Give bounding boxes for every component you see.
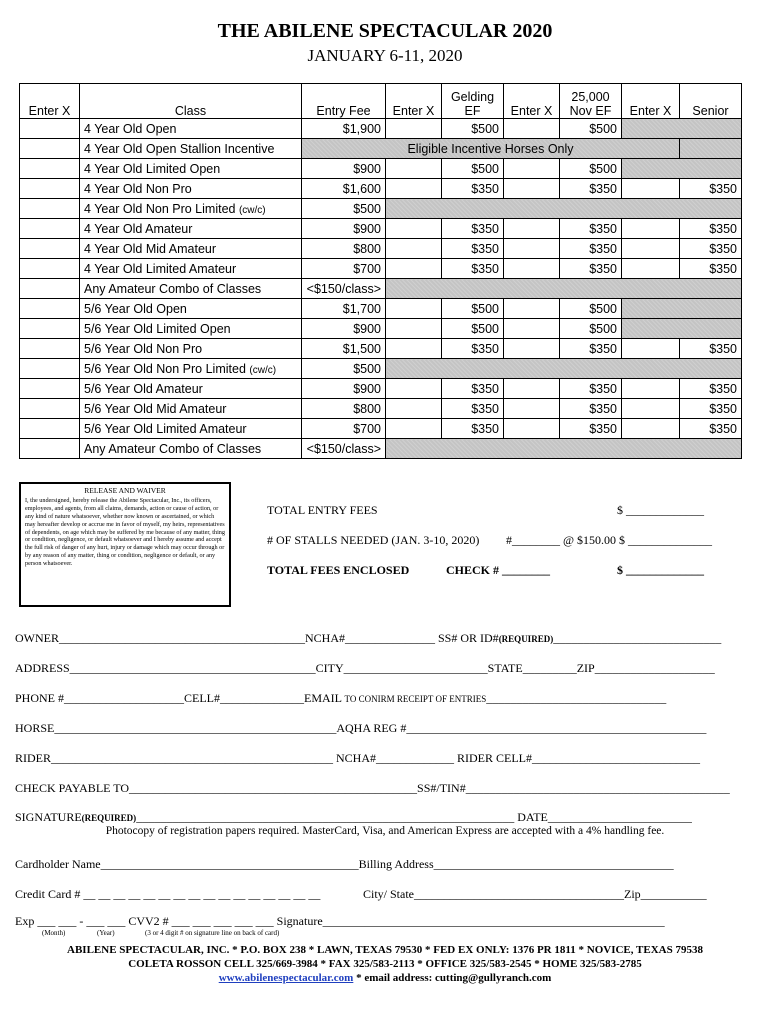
table-row xyxy=(20,279,742,299)
gelding-ef-fee: $500 xyxy=(442,119,504,139)
nov-ef-fee: $350 xyxy=(560,399,622,419)
nov-ef-fee: $350 xyxy=(560,239,622,259)
enter-x-senior[interactable] xyxy=(622,259,680,279)
enter-x-gelding[interactable] xyxy=(386,419,442,439)
enter-x-checkbox[interactable] xyxy=(20,299,80,319)
class-name: 4 Year Old Amateur xyxy=(80,219,302,239)
senior-fee: $350 xyxy=(680,179,742,199)
gelding-ef-fee: $350 xyxy=(442,379,504,399)
enter-x-checkbox[interactable] xyxy=(20,239,80,259)
waiver-body: I, the undersigned, hereby release the Abilene Spectacular, Inc., its officers, employees, and agents, from all claims, demands, action or cause of action, or any kind of nature whatsoever, whether now known or ascertained, or which may hereafter develop or accrue me in favor of myself, my heirs, representatives of dependents, on age which may be suffered by me because of any matter, thing or condition, negligence, or default whatsoever and I hereby assume and accept the full risk of danger of any hurt, injury or damage which may occur through or by any reason of any matter, thing or condition, negligence or default, or any person whatsoever. xyxy=(25,496,225,568)
enter-x-checkbox[interactable] xyxy=(20,279,80,299)
entry-fee: $800 xyxy=(302,399,386,419)
nov-ef-fee: $350 xyxy=(560,339,622,359)
table-row xyxy=(20,419,742,439)
cardholder-field[interactable]: Cardholder Name___________________________________________Billing Address________________________________________ xyxy=(15,857,674,871)
signature-field[interactable]: SIGNATURE(REQUIRED)_______________________________________________________________ DATE________________________ xyxy=(15,810,692,824)
footer-address: ABILENE SPECTACULAR, INC. * P.O. BOX 238 * LAWN, TEXAS 79530 * FED EX ONLY: 1376 PR 1811 * NOVICE, TEXAS 79538 xyxy=(67,944,703,956)
header-enter-x: Enter X xyxy=(386,84,442,119)
enter-x-checkbox[interactable] xyxy=(20,399,80,419)
incentive-note: Eligible Incentive Horses Only xyxy=(302,139,680,159)
enter-x-gelding[interactable] xyxy=(386,159,442,179)
enter-x-senior[interactable] xyxy=(622,339,680,359)
enter-x-senior[interactable] xyxy=(622,179,680,199)
class-name: 5/6 Year Old Non Pro xyxy=(80,339,302,359)
gelding-ef-fee: $350 xyxy=(442,399,504,419)
header-gelding-ef: Gelding EF xyxy=(442,84,504,119)
enter-x-nov[interactable] xyxy=(504,419,560,439)
entry-fee: $900 xyxy=(302,159,386,179)
class-name: 5/6 Year Old Mid Amateur xyxy=(80,399,302,419)
senior-fee: $350 xyxy=(680,379,742,399)
enter-x-nov[interactable] xyxy=(504,179,560,199)
enter-x-nov[interactable] xyxy=(504,379,560,399)
gelding-ef-fee: $500 xyxy=(442,319,504,339)
check-number-field[interactable]: CHECK # ________ xyxy=(446,563,551,577)
table-row xyxy=(20,399,742,419)
senior-disabled-cell xyxy=(622,299,742,319)
gelding-ef-fee: $350 xyxy=(442,339,504,359)
nov-ef-fee: $500 xyxy=(560,319,622,339)
gelding-ef-fee: $500 xyxy=(442,159,504,179)
table-row xyxy=(20,439,742,459)
senior-disabled-cell xyxy=(622,319,742,339)
enter-x-senior[interactable] xyxy=(622,239,680,259)
entry-fee: $1,700 xyxy=(302,299,386,319)
enter-x-senior[interactable] xyxy=(622,219,680,239)
total-fees-enclosed-field[interactable]: $ _____________ xyxy=(617,563,704,577)
class-name: 4 Year Old Limited Open xyxy=(80,159,302,179)
total-entry-fees-label: TOTAL ENTRY FEES xyxy=(267,503,378,517)
senior-fee: $350 xyxy=(680,339,742,359)
class-name: 4 Year Old Non Pro Limited (cw/c) xyxy=(80,199,302,219)
gelding-ef-fee: $350 xyxy=(442,239,504,259)
enter-x-checkbox[interactable] xyxy=(20,219,80,239)
disabled-cells xyxy=(386,279,742,299)
header-enter-x: Enter X xyxy=(504,84,560,119)
enter-x-gelding[interactable] xyxy=(386,399,442,419)
table-row xyxy=(20,179,742,199)
enter-x-gelding[interactable] xyxy=(386,319,442,339)
event-dates: JANUARY 6-11, 2020 xyxy=(307,46,463,65)
nov-ef-fee: $500 xyxy=(560,119,622,139)
enter-x-senior[interactable] xyxy=(622,379,680,399)
enter-x-checkbox[interactable] xyxy=(20,199,80,219)
enter-x-gelding[interactable] xyxy=(386,339,442,359)
header-class: Class xyxy=(80,84,302,119)
enter-x-nov[interactable] xyxy=(504,259,560,279)
senior-fee: $350 xyxy=(680,419,742,439)
phone-field[interactable]: PHONE #____________________CELL#______________EMAIL TO CONIRM RECEIPT OF ENTRIES______________________________ xyxy=(15,691,667,705)
credit-card-field[interactable]: Credit Card # __ __ __ __ __ __ __ __ __ __ __ __ __ __ __ __ xyxy=(15,887,321,901)
gelding-ef-fee: $500 xyxy=(442,299,504,319)
enter-x-checkbox[interactable] xyxy=(20,119,80,139)
total-fees-enclosed-label: TOTAL FEES ENCLOSED xyxy=(267,563,410,577)
class-name: 5/6 Year Old Limited Amateur xyxy=(80,419,302,439)
nov-ef-fee: $350 xyxy=(560,379,622,399)
header-enter-x: Enter X xyxy=(622,84,680,119)
senior-fee: $350 xyxy=(680,239,742,259)
owner-field[interactable]: OWNER_________________________________________NCHA#_______________ SS# OR ID#(REQUIRED)____________________________ xyxy=(15,631,722,645)
entry-fee: $500 xyxy=(302,199,386,219)
enter-x-nov[interactable] xyxy=(504,159,560,179)
enter-x-gelding[interactable] xyxy=(386,299,442,319)
exp-cvv-signature-field[interactable]: Exp ___ ___ - ___ ___ CVV2 # ___ ___ ___ ___ ___ Signature_________________________________________________________ xyxy=(15,914,665,928)
entry-fee: $900 xyxy=(302,319,386,339)
table-row xyxy=(20,119,742,139)
photocopy-note: Photocopy of registration papers required. MasterCard, Visa, and American Express are accepted with a 4% handling fee. xyxy=(105,825,665,837)
nov-ef-fee: $350 xyxy=(560,419,622,439)
enter-x-nov[interactable] xyxy=(504,319,560,339)
enter-x-senior[interactable] xyxy=(622,419,680,439)
class-name: 5/6 Year Old Open xyxy=(80,299,302,319)
gelding-ef-fee: $350 xyxy=(442,179,504,199)
enter-x-checkbox[interactable] xyxy=(20,139,80,159)
footer-phones: COLETA ROSSON CELL 325/669-3984 * FAX 325/583-2113 * OFFICE 325/583-2545 * HOME 325/583-2785 xyxy=(128,958,642,970)
entry-fee: $800 xyxy=(302,239,386,259)
entry-fee: $1,900 xyxy=(302,119,386,139)
enter-x-senior[interactable] xyxy=(622,399,680,419)
horse-field[interactable]: HORSE_______________________________________________AQHA REG #__________________________________________________ xyxy=(15,721,707,735)
check-payable-field[interactable]: CHECK PAYABLE TO________________________________________________SS#/TIN#____________________________________________ xyxy=(15,781,730,795)
entry-fee: $500 xyxy=(302,359,386,379)
senior-fee: $350 xyxy=(680,399,742,419)
enter-x-checkbox[interactable] xyxy=(20,419,80,439)
enter-x-gelding[interactable] xyxy=(386,379,442,399)
class-name: 4 Year Old Mid Amateur xyxy=(80,239,302,259)
enter-x-gelding[interactable] xyxy=(386,219,442,239)
gelding-ef-fee: $350 xyxy=(442,419,504,439)
enter-x-checkbox[interactable] xyxy=(20,439,80,459)
class-name: 5/6 Year Old Non Pro Limited (cw/c) xyxy=(80,359,302,379)
class-name: 4 Year Old Limited Amateur xyxy=(80,259,302,279)
month-label: (Month) xyxy=(42,929,66,937)
table-row xyxy=(20,359,742,379)
class-name: Any Amateur Combo of Classes xyxy=(80,439,302,459)
enter-x-checkbox[interactable] xyxy=(20,379,80,399)
header-nov-ef: 25,000 Nov EF xyxy=(560,84,622,119)
total-entry-fees-field[interactable]: $ _____________ xyxy=(617,503,704,517)
enter-x-checkbox[interactable] xyxy=(20,359,80,379)
stalls-label: # OF STALLS NEEDED (JAN. 3-10, 2020) xyxy=(267,533,480,547)
header-entry-fee: Entry Fee xyxy=(302,84,386,119)
senior-disabled-cell xyxy=(680,139,742,159)
cvv-note: (3 or 4 digit # on signature line on back of card) xyxy=(145,929,280,937)
entry-fee: <$150/class> xyxy=(302,279,386,299)
table-header-row xyxy=(20,84,742,119)
header-enter-x: Enter X xyxy=(20,84,80,119)
class-name: 4 Year Old Open xyxy=(80,119,302,139)
senior-disabled-cell xyxy=(622,119,742,139)
enter-x-nov[interactable] xyxy=(504,219,560,239)
entry-fee: $900 xyxy=(302,219,386,239)
city-state-field[interactable]: City/ State___________________________________Zip___________ xyxy=(363,887,707,901)
class-name: 5/6 Year Old Limited Open xyxy=(80,319,302,339)
table-row xyxy=(20,319,742,339)
enter-x-checkbox[interactable] xyxy=(20,159,80,179)
rider-field[interactable]: RIDER_______________________________________________ NCHA#_____________ RIDER CELL#____________________________ xyxy=(15,751,700,765)
waiver-title: RELEASE AND WAIVER xyxy=(84,486,166,495)
entry-fee: $700 xyxy=(302,259,386,279)
class-name: 4 Year Old Non Pro xyxy=(80,179,302,199)
nov-ef-fee: $500 xyxy=(560,299,622,319)
entry-fee: $700 xyxy=(302,419,386,439)
entry-fee: $1,600 xyxy=(302,179,386,199)
enter-x-gelding[interactable] xyxy=(386,239,442,259)
nov-ef-fee: $350 xyxy=(560,259,622,279)
footer-contact xyxy=(0,972,770,984)
enter-x-checkbox[interactable] xyxy=(20,339,80,359)
table-row xyxy=(20,259,742,279)
enter-x-checkbox[interactable] xyxy=(20,259,80,279)
page-title: THE ABILENE SPECTACULAR 2020 xyxy=(217,20,553,42)
gelding-ef-fee: $350 xyxy=(442,259,504,279)
gelding-ef-fee: $350 xyxy=(442,219,504,239)
table-row xyxy=(20,299,742,319)
senior-fee: $350 xyxy=(680,219,742,239)
header-senior: Senior xyxy=(680,84,742,119)
enter-x-nov[interactable] xyxy=(504,119,560,139)
enter-x-nov[interactable] xyxy=(504,299,560,319)
enter-x-checkbox[interactable] xyxy=(20,179,80,199)
table-row xyxy=(20,339,742,359)
table-row xyxy=(20,379,742,399)
nov-ef-fee: $350 xyxy=(560,179,622,199)
enter-x-nov[interactable] xyxy=(504,399,560,419)
nov-ef-fee: $500 xyxy=(560,159,622,179)
enter-x-nov[interactable] xyxy=(504,339,560,359)
senior-disabled-cell xyxy=(622,159,742,179)
entry-fee: $900 xyxy=(302,379,386,399)
class-name: 4 Year Old Open Stallion Incentive xyxy=(80,139,302,159)
class-name: 5/6 Year Old Amateur xyxy=(80,379,302,399)
nov-ef-fee: $350 xyxy=(560,219,622,239)
enter-x-checkbox[interactable] xyxy=(20,319,80,339)
disabled-cells xyxy=(386,359,742,379)
table-row xyxy=(20,219,742,239)
address-field[interactable]: ADDRESS_________________________________________CITY________________________STATE_________ZIP____________________ xyxy=(15,661,715,675)
entry-fee: <$150/class> xyxy=(302,439,386,459)
stalls-field[interactable]: #________ @ $150.00 $ ______________ xyxy=(506,533,713,547)
enter-x-gelding[interactable] xyxy=(386,259,442,279)
entry-fee: $1,500 xyxy=(302,339,386,359)
disabled-cells xyxy=(386,199,742,219)
entry-table xyxy=(19,83,742,459)
year-label: (Year) xyxy=(97,929,115,937)
enter-x-gelding[interactable] xyxy=(386,119,442,139)
class-name: Any Amateur Combo of Classes xyxy=(80,279,302,299)
senior-fee: $350 xyxy=(680,259,742,279)
table-row xyxy=(20,159,742,179)
website-link[interactable]: www.abilenespectacular.com xyxy=(218,972,354,984)
table-row xyxy=(20,139,742,159)
disabled-cells xyxy=(386,439,742,459)
email-address: * email address: cutting@gullyranch.com xyxy=(353,972,552,984)
table-row xyxy=(20,239,742,259)
enter-x-nov[interactable] xyxy=(504,239,560,259)
table-row xyxy=(20,199,742,219)
release-waiver xyxy=(19,482,231,607)
enter-x-gelding[interactable] xyxy=(386,179,442,199)
